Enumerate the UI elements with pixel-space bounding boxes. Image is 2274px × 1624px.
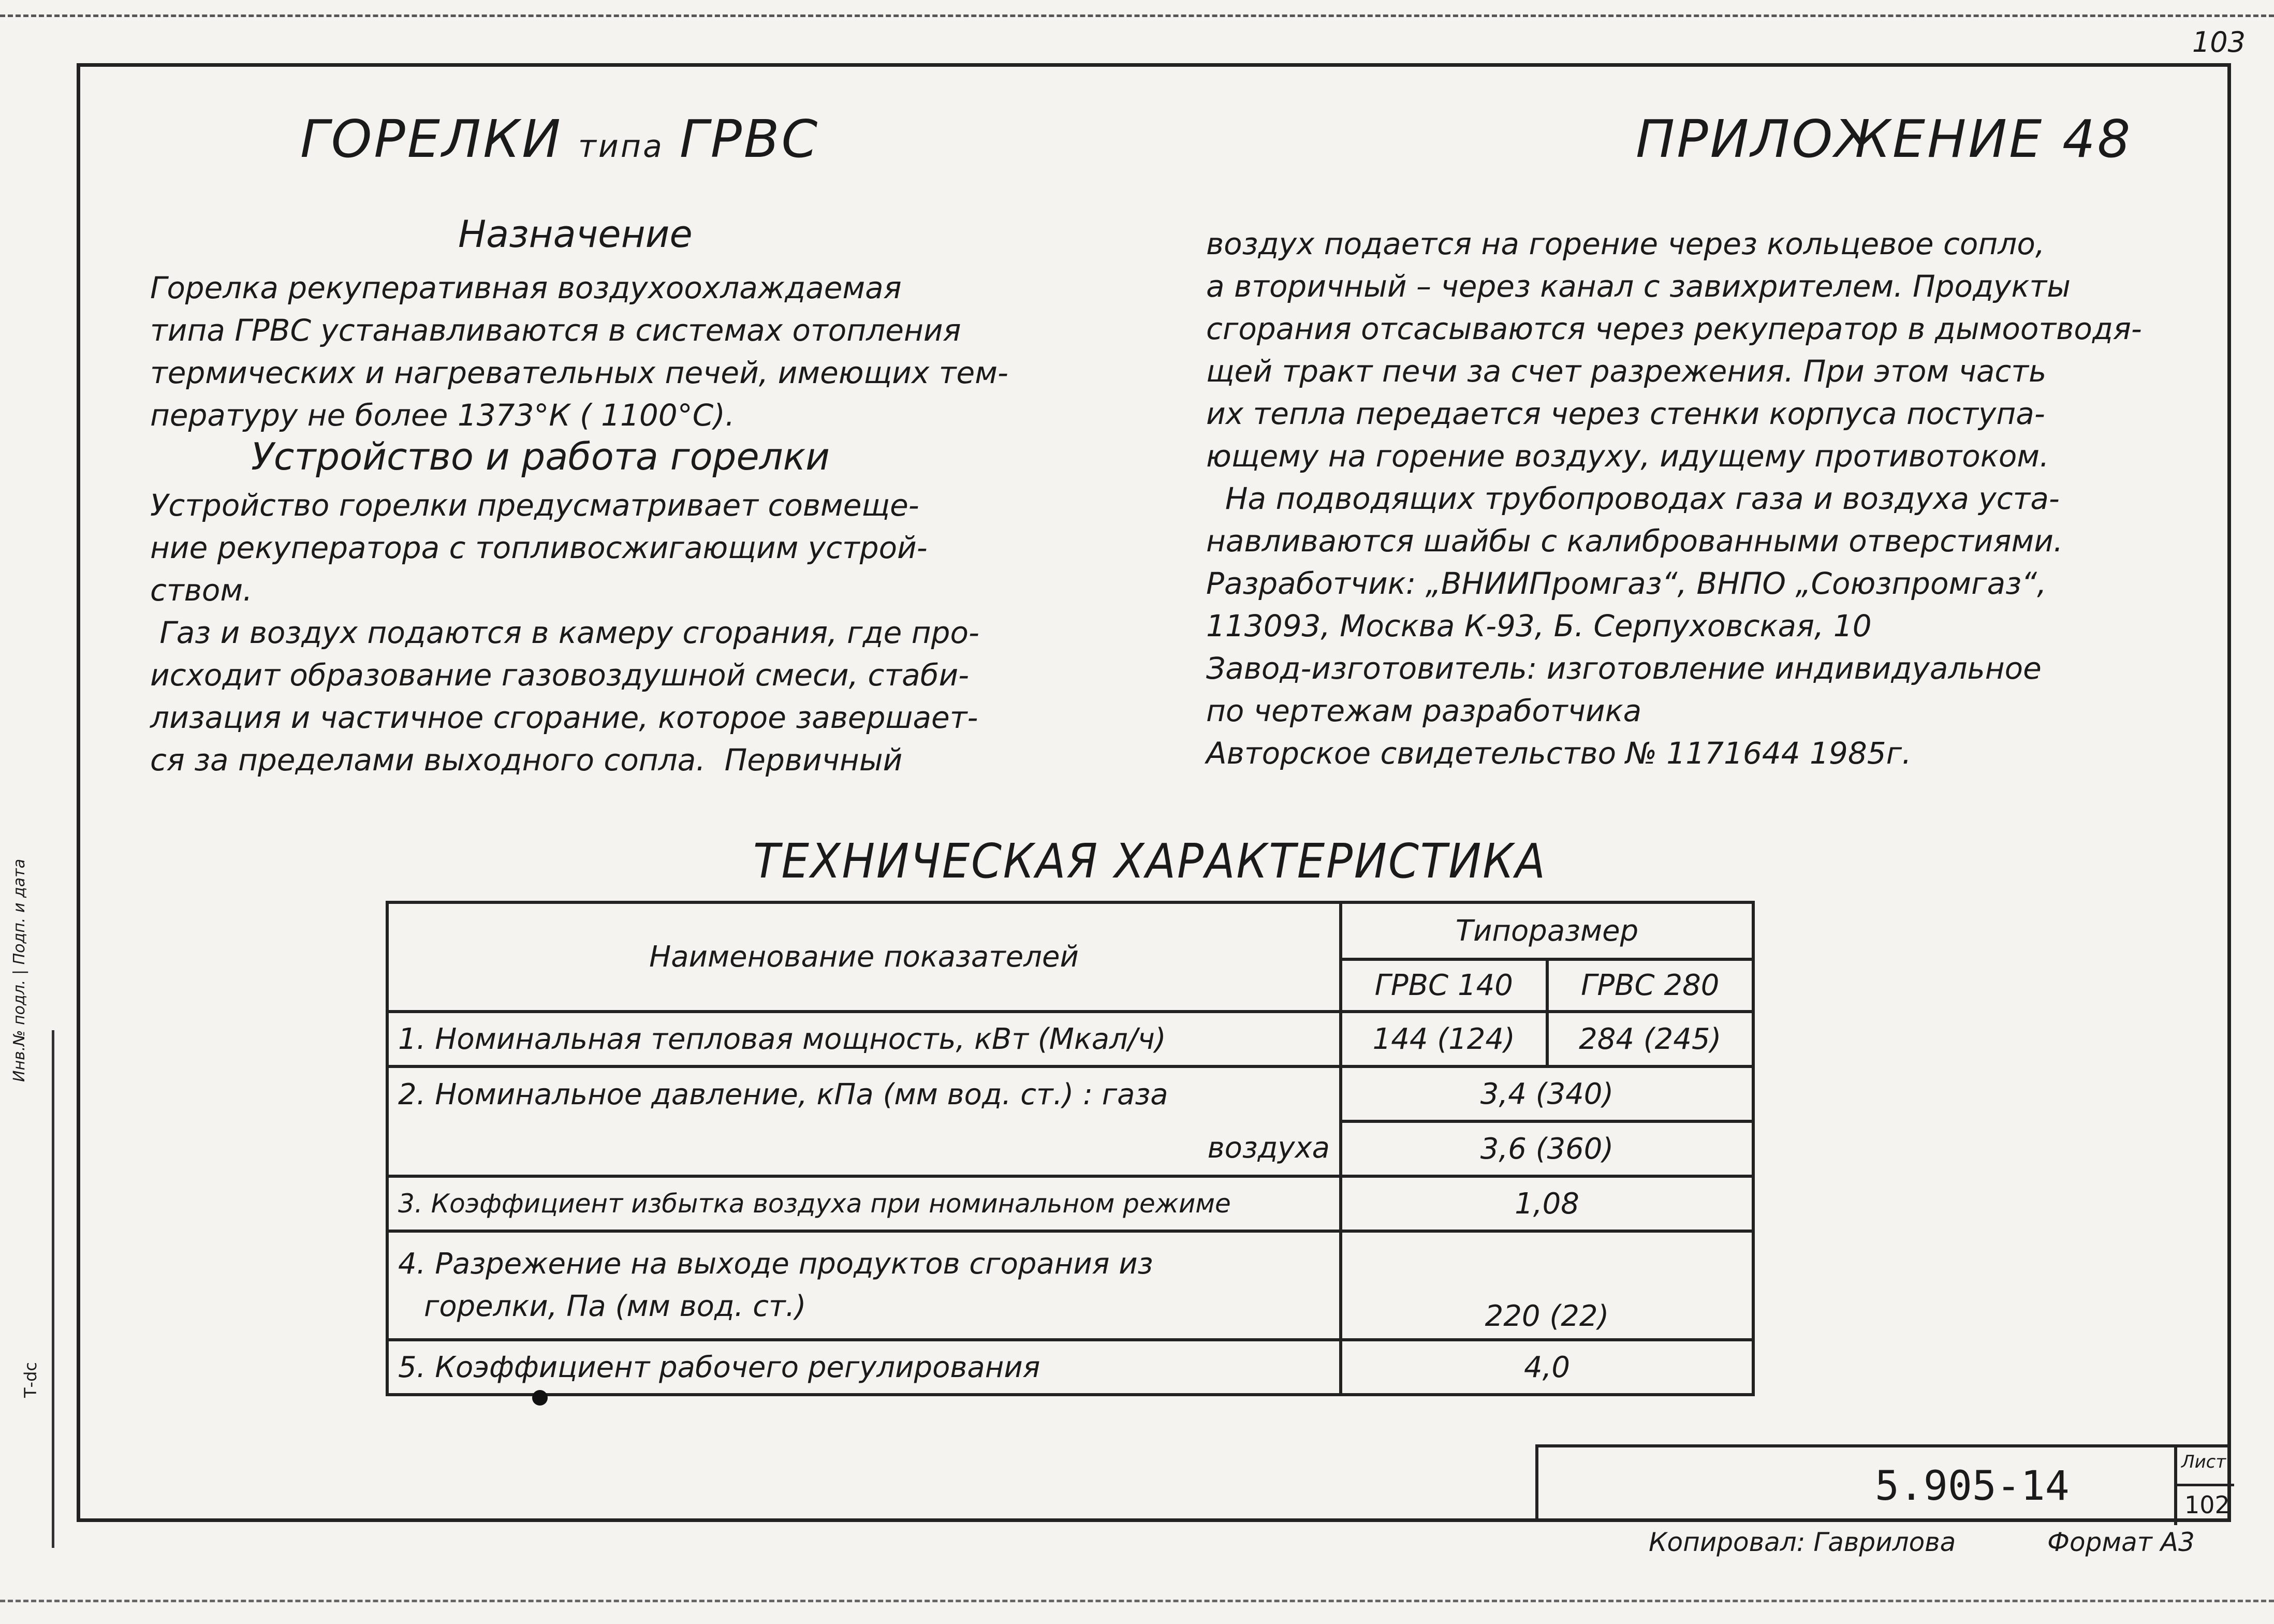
row-label: 3. Коэффициент избытка воздуха при номинальном режиме [387,1176,1341,1231]
drawing-code: 5.905-14 [1875,1463,2070,1510]
bottom-dashed-line [0,1600,2274,1602]
paper-format: Формат А3 [2047,1527,2195,1557]
table-row [387,1066,1753,1121]
row-value: 3,6 (360) [1341,1121,1753,1176]
title-main: ГОРЕЛКИ [300,109,563,169]
margin-note-small: Т-dc [21,1362,40,1398]
row-value: 220 (22) [1341,1231,1753,1340]
left-margin-line [52,1030,54,1548]
title-model: ГРВС [679,109,820,169]
row-value: 4,0 [1341,1340,1753,1395]
purpose-text: Горелка рекуперативная воздухоохлаждаемая типа ГРВС устанавливаются в системах отопления термических и нагревательных печей, имеющих тем- пературу не более 1373°К ( 1100°С). [150,270,1008,433]
row-value: 144 (124) [1341,1012,1547,1066]
row-value: 284 (245) [1547,1012,1754,1066]
row-label: 1. Номинальная тепловая мощность, кВт (Мкал/ч) [387,1012,1341,1066]
row-label: 4. Разрежение на выходе продуктов сгорания из [398,1247,1153,1281]
sheet-label: Лист [2181,1452,2226,1472]
row-label: воздуха [387,1121,1341,1176]
sheet-cell [2174,1447,2231,1525]
document-title [300,109,819,169]
margin-note: Инв.№ подл. | Подп. и дата [10,859,28,1082]
heading-device: Устройство и работа горелки [251,435,830,478]
right-column-text: воздух подается на горение через кольцевое сопло, а вторичный – через канал с завихрителем. Продукты сгорания отсасываются через рекуператор в дымоотводя- щей тракт печи за счет разрежения. При этом часть их тепла передается через стенки корпуса поступа- ющему на горение воздуху, идущему противотоком. На подводящих трубопроводах газа и воздуха уста- навливаются шайбы с калиброванными отверстиями. Разработчик: „ВНИИПромгаз“, ВНПО „Союзпромгаз“, 113093, Москва К-93, Б. Серпуховская, 10 Завод-изготовитель: изготовление индивидуальное по чертежам разработчика Авторское свидетельство № 1171644 1985г. [1206,226,2142,771]
table-row [387,1121,1753,1176]
row-value: 3,4 (340) [1341,1066,1753,1121]
header-name: Наименование показателей [387,902,1341,1012]
table-row [387,1176,1753,1231]
row-value: 1,08 [1341,1176,1753,1231]
title-block-stamp [1535,1444,2231,1522]
header-model-280: ГРВС 280 [1547,959,1754,1012]
copied-by: Копировал: Гаврилова [1649,1527,1956,1557]
tech-title: ТЕХНИЧЕСКАЯ ХАРАКТЕРИСТИКА [753,833,1547,889]
row-label: 2. Номинальное давление, кПа (мм вод. ст.) : газа [387,1066,1341,1121]
sheet-number-top: 103 [2192,26,2246,58]
row-label-line2: горелки, Па (мм вод. ст.) [424,1290,806,1323]
device-text: Устройство горелки предусматривает совмеще- ние рекуператора с топливосжигающим устрой- ством. Газ и воздух подаются в камеру сгорания, где про- исходит образование газовоздушной смеси, стаби- лизация и частичное сгорание, которое завершает- ся за пределами выходного сопла. Первичный [150,488,979,778]
appendix-title: ПРИЛОЖЕНИЕ 48 [1636,109,2133,169]
heading-purpose: Назначение [458,212,693,256]
header-model-140: ГРВС 140 [1341,959,1547,1012]
top-dashed-line [0,14,2274,17]
row-label: 5. Коэффициент рабочего регулирования [387,1340,1341,1395]
sheet-number: 102 [2184,1491,2230,1519]
title-small: типа [578,128,664,165]
ink-dot [532,1390,548,1406]
table-row [387,1340,1753,1395]
header-type: Типоразмер [1341,902,1753,959]
table-row [387,1012,1753,1066]
tech-table [386,901,1755,1396]
table-row [387,1231,1753,1340]
